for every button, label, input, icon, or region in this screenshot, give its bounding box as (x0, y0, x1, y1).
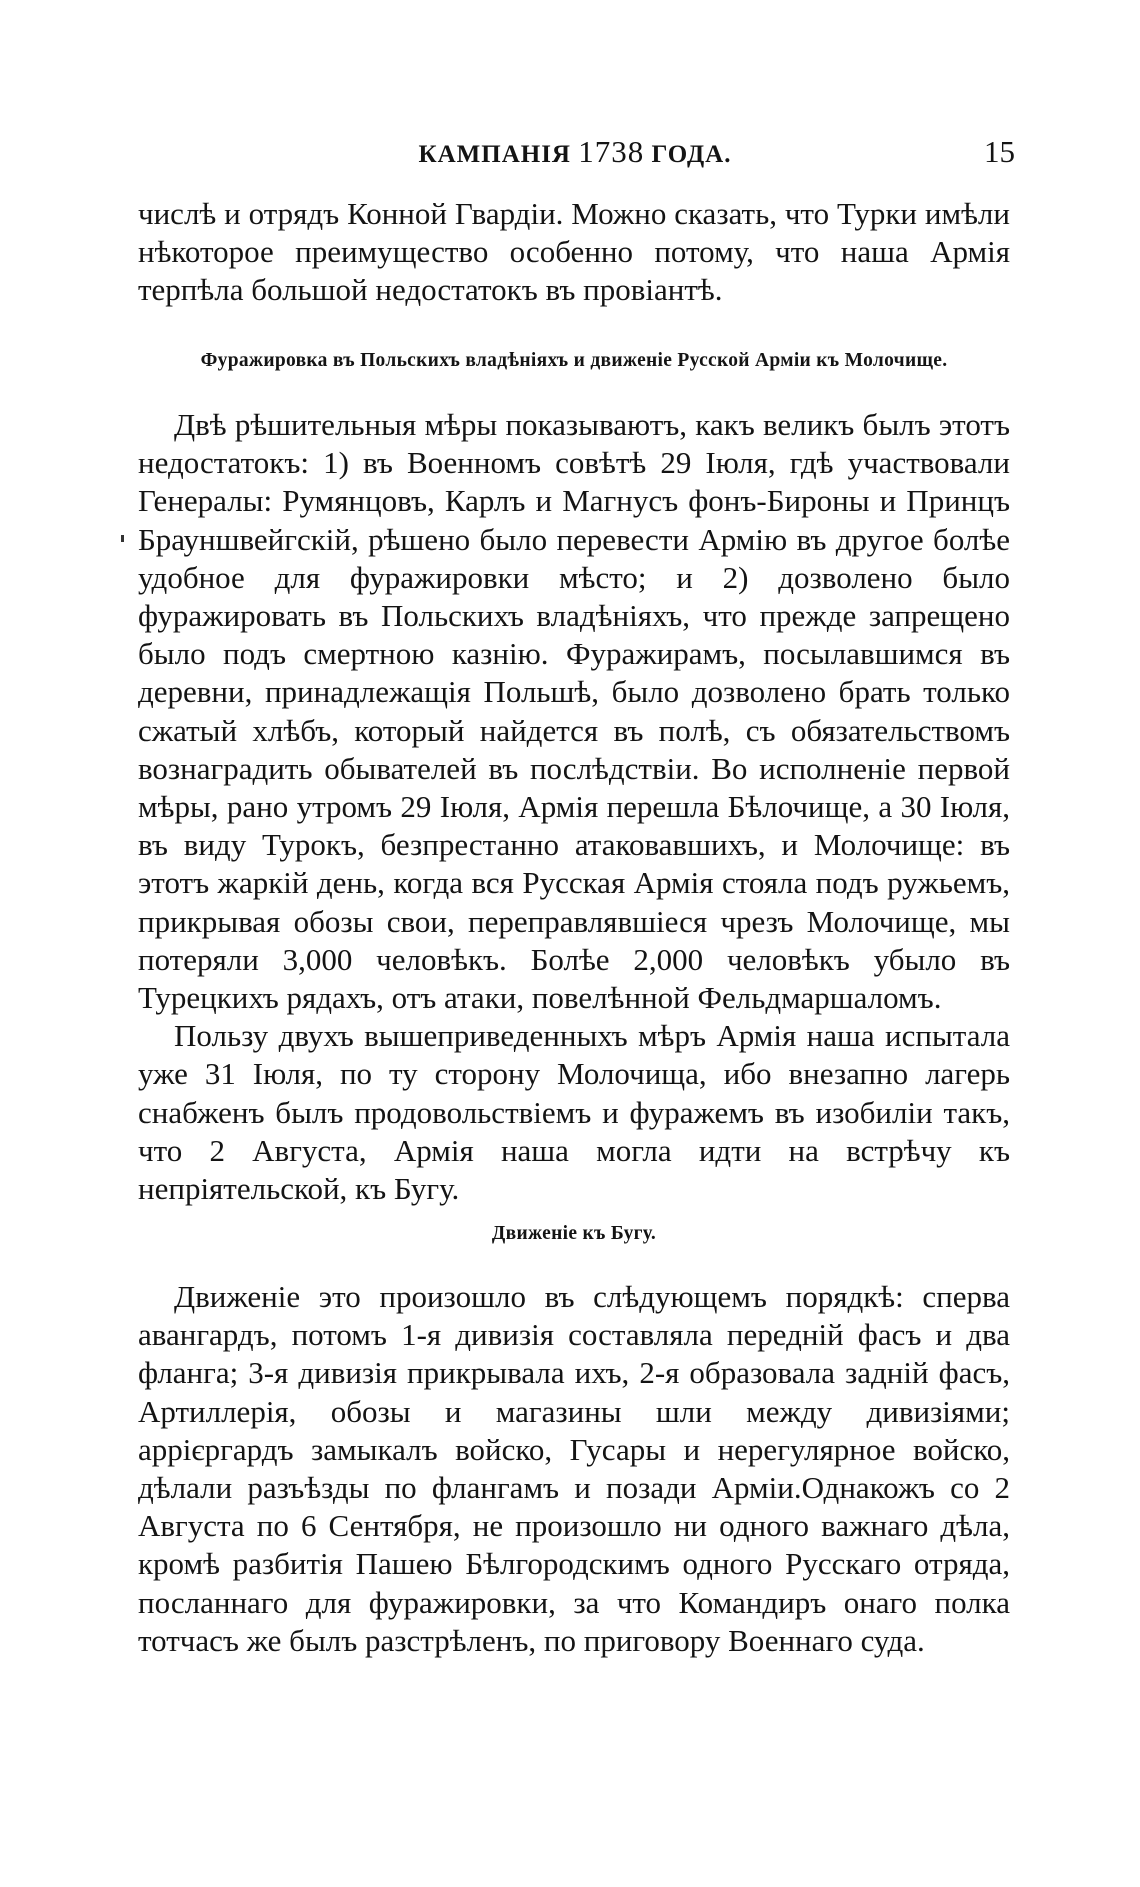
text-block-continuation (138, 195, 1010, 310)
running-title (135, 134, 1015, 170)
section-heading-bug: Движеніе къ Бугу. (491, 1223, 657, 1244)
paragraph: Двѣ рѣшительныя мѣры показываютъ, какъ великъ былъ этотъ недостатокъ: 1) въ Военномъ совѣтѣ 29 Іюля, гдѣ участвовали Генералы: Румянцовъ, Карлъ и Магнусъ фонъ-Бироны и Принцъ Брауншвейгскій, рѣшено было перевести Армію въ другое болѣе удобное для фуражировки мѣсто; и 2) дозволено было фуражировать въ Польскихъ владѣніяхъ, что прежде запрещено было подъ смертною казнію. Фуражирамъ, посылавшимся въ деревни, принадлежащія Польшѣ, было дозволено брать только сжатый хлѣбъ, который найдется въ полѣ, съ обязательствомъ вознаградить обывателей въ послѣдствіи. Во исполненіе первой мѣры, рано утромъ 29 Іюля, Армія перешла Бѣлочище, а 30 Іюля, въ виду Турокъ, безпрестанно атаковавшихъ, и Молочище: въ этотъ жаркій день, когда вся Русская Армія стояла подъ ружьемъ, прикрывая обозы свои, переправлявшіеся чрезъ Молочище, мы потеряли 3,000 человѣкъ. Болѣе 2,000 человѣкъ убыло въ Турецкихъ рядахъ, отъ атаки, повелѣнной Фельдмаршаломъ. (138, 407, 1010, 1016)
text-block-bug (138, 1278, 1010, 1660)
running-title-year: 1738 (578, 134, 645, 169)
section-heading-foraging: Фуражировка въ Польскихъ владѣніяхъ и движеніе Русской Арміи къ Молочище. (200, 350, 948, 371)
scan-mark (121, 535, 124, 542)
page-number: 15 (984, 134, 1015, 169)
paragraph: Пользу двухъ вышеприведенныхъ мѣръ Армія наша испытала уже 31 Іюля, по ту сторону Молочища, ибо внезапно лагерь снабженъ былъ продовольствіемъ и фуражемъ въ изобиліи такъ, что 2 Августа, Армія наша могла идти на встрѣчу къ непріятельской, къ Бугу. (138, 1018, 1010, 1207)
text-block-foraging (138, 406, 1010, 1208)
running-title-suffix: ГОДА. (651, 141, 732, 168)
running-title-word: КАМПАНІЯ (418, 141, 571, 168)
paragraph: числѣ и отрядъ Конной Гвардіи. Можно сказать, что Турки имѣли нѣкоторое преимущество особенно потому, что наша Армія терпѣла большой недостатокъ въ провіантѣ. (138, 196, 1010, 308)
running-header (135, 134, 1015, 174)
paragraph: Движеніе это произошло въ слѣдующемъ порядкѣ: сперва авангардъ, потомъ 1-я дивизія составляла передній фасъ и два фланга; 3-я дивизія прикрывала ихъ, 2-я образовала задній фасъ, Артиллерія, обозы и магазины шли между дивизіями; аррієргардъ замыкалъ войско, Гусары и нерегулярное войско, дѣлали разъѣзды по флангамъ и позади Арміи.Однакожъ со 2 Августа по 6 Сентября, не произошло ни одного важнаго дѣла, кромѣ разбитія Пашею Бѣлгородскимъ одного Русскаго отряда, посланнаго для фуражировки, за что Командиръ онаго полка тотчасъ же былъ разстрѣленъ, по приговору Военнаго суда. (138, 1279, 1010, 1658)
